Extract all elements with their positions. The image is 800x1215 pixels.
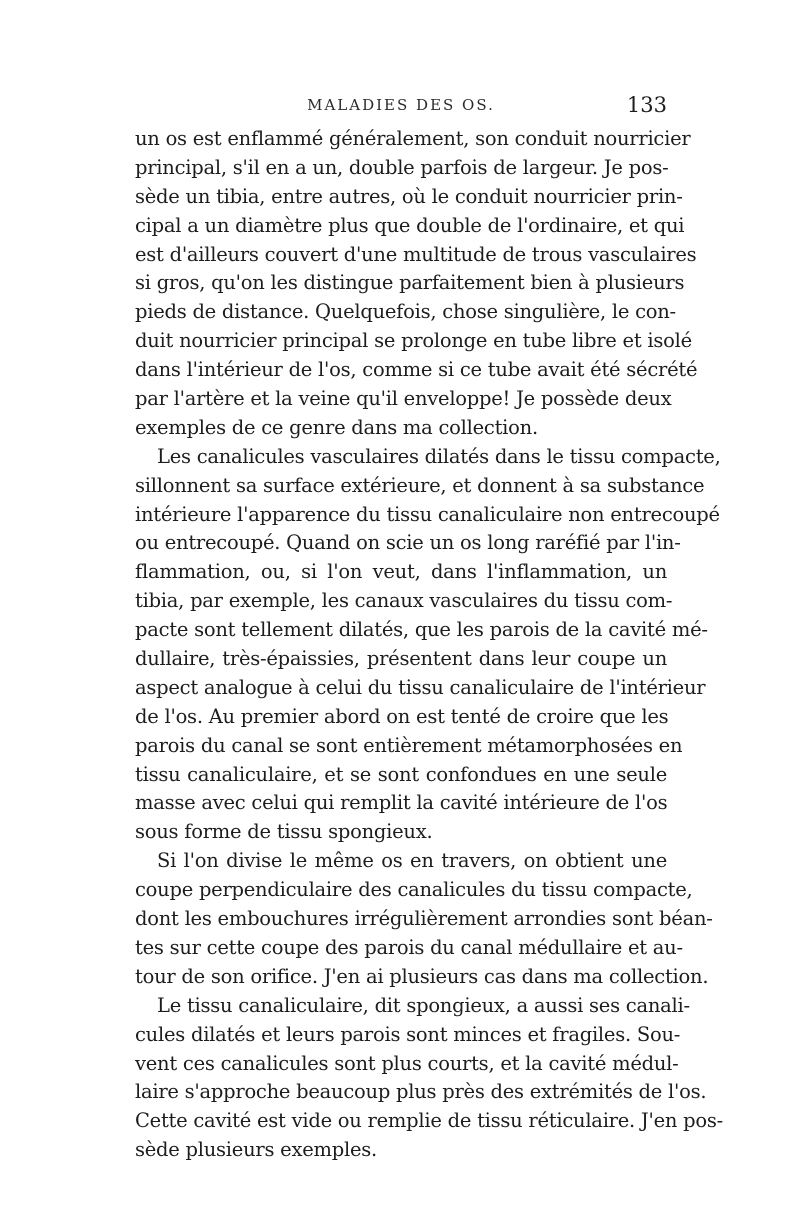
text-line: dullaire, très-épaissies, présentent dans leur coupe un [135, 647, 667, 671]
text-line: principal, s'il en a un, double parfois de largeur. Je pos- [135, 155, 669, 179]
text-line: cipal a un diamètre plus que double de l'ordinaire, et qui [135, 213, 685, 237]
text-line: dont les embouchures irrégulièrement arrondies sont béan- [135, 907, 713, 931]
text-line: coupe perpendiculaire des canalicules du tissu compacte, [135, 878, 693, 902]
text-line: si gros, qu'on les distingue parfaitement bien à plusieurs [135, 271, 685, 295]
text-line: ou entrecoupé. Quand on scie un os long raréfié par l'in- [135, 531, 681, 555]
text-line: tes sur cette coupe des parois du canal médullaire et au- [135, 935, 683, 959]
running-head: MALADIES DES OS. [307, 96, 495, 114]
text-line: tissu canaliculaire, et se sont confondues en une seule [135, 762, 667, 786]
text-line: aspect analogue à celui du tissu canaliculaire de l'intérieur [135, 675, 706, 699]
text-line: tibia, par exemple, les canaux vasculaires du tissu com- [135, 589, 673, 613]
text-line: duit nourricier principal se prolonge en tube libre et isolé [135, 329, 692, 353]
text-line: Les canalicules vasculaires dilatés dans le tissu compacte, [157, 444, 721, 468]
page-number: 133 [626, 93, 667, 117]
text-line: masse avec celui qui remplit la cavité intérieure de l'os [135, 791, 668, 815]
text-line: tour de son orifice. J'en ai plusieurs cas dans ma collection. [135, 964, 709, 988]
text-line: Le tissu canaliculaire, dit spongieux, a aussi ses canali- [157, 993, 690, 1017]
text-line: sède plusieurs exemples. [135, 1138, 377, 1162]
text-line: est d'ailleurs couvert d'une multitude de trous vasculaires [135, 242, 697, 266]
text-line: dans l'intérieur de l'os, comme si ce tube avait été sécrété [135, 358, 698, 382]
body-text [135, 125, 723, 1165]
text-line: un os est enflammé généralement, son conduit nourricier [135, 127, 691, 150]
text-line: cules dilatés et leurs parois sont minces et fragiles. Sou- [135, 1022, 681, 1046]
text-line: exemples de ce genre dans ma collection. [135, 415, 538, 439]
text-line: vent ces canalicules sont plus courts, et la cavité médul- [135, 1051, 679, 1075]
text-line: parois du canal se sont entièrement métamorphosées en [135, 733, 683, 757]
text-line: pacte sont tellement dilatés, que les parois de la cavité mé- [135, 618, 708, 642]
text-line: pieds de distance. Quelquefois, chose singulière, le con- [135, 300, 676, 324]
text-line: par l'artère et la veine qu'il enveloppe! Je possède deux [135, 387, 672, 411]
page-header [135, 93, 667, 120]
text-line: flammation, ou, si l'on veut, dans l'inflammation, un [135, 560, 667, 584]
text-line: Cette cavité est vide ou remplie de tissu réticulaire. J'en pos- [135, 1109, 723, 1133]
text-line: intérieure l'apparence du tissu canaliculaire non entrecoupé [135, 502, 720, 526]
text-line: laire s'approche beaucoup plus près des extrémités de l'os. [135, 1080, 707, 1104]
text-line: de l'os. Au premier abord on est tenté de croire que les [135, 704, 669, 728]
text-line: sillonnent sa surface extérieure, et donnent à sa substance [135, 473, 705, 497]
text-line: sède un tibia, entre autres, où le conduit nourricier prin- [135, 184, 683, 208]
text-line: sous forme de tissu spongieux. [135, 820, 433, 844]
text-line: Si l'on divise le même os en travers, on obtient une [157, 849, 667, 873]
